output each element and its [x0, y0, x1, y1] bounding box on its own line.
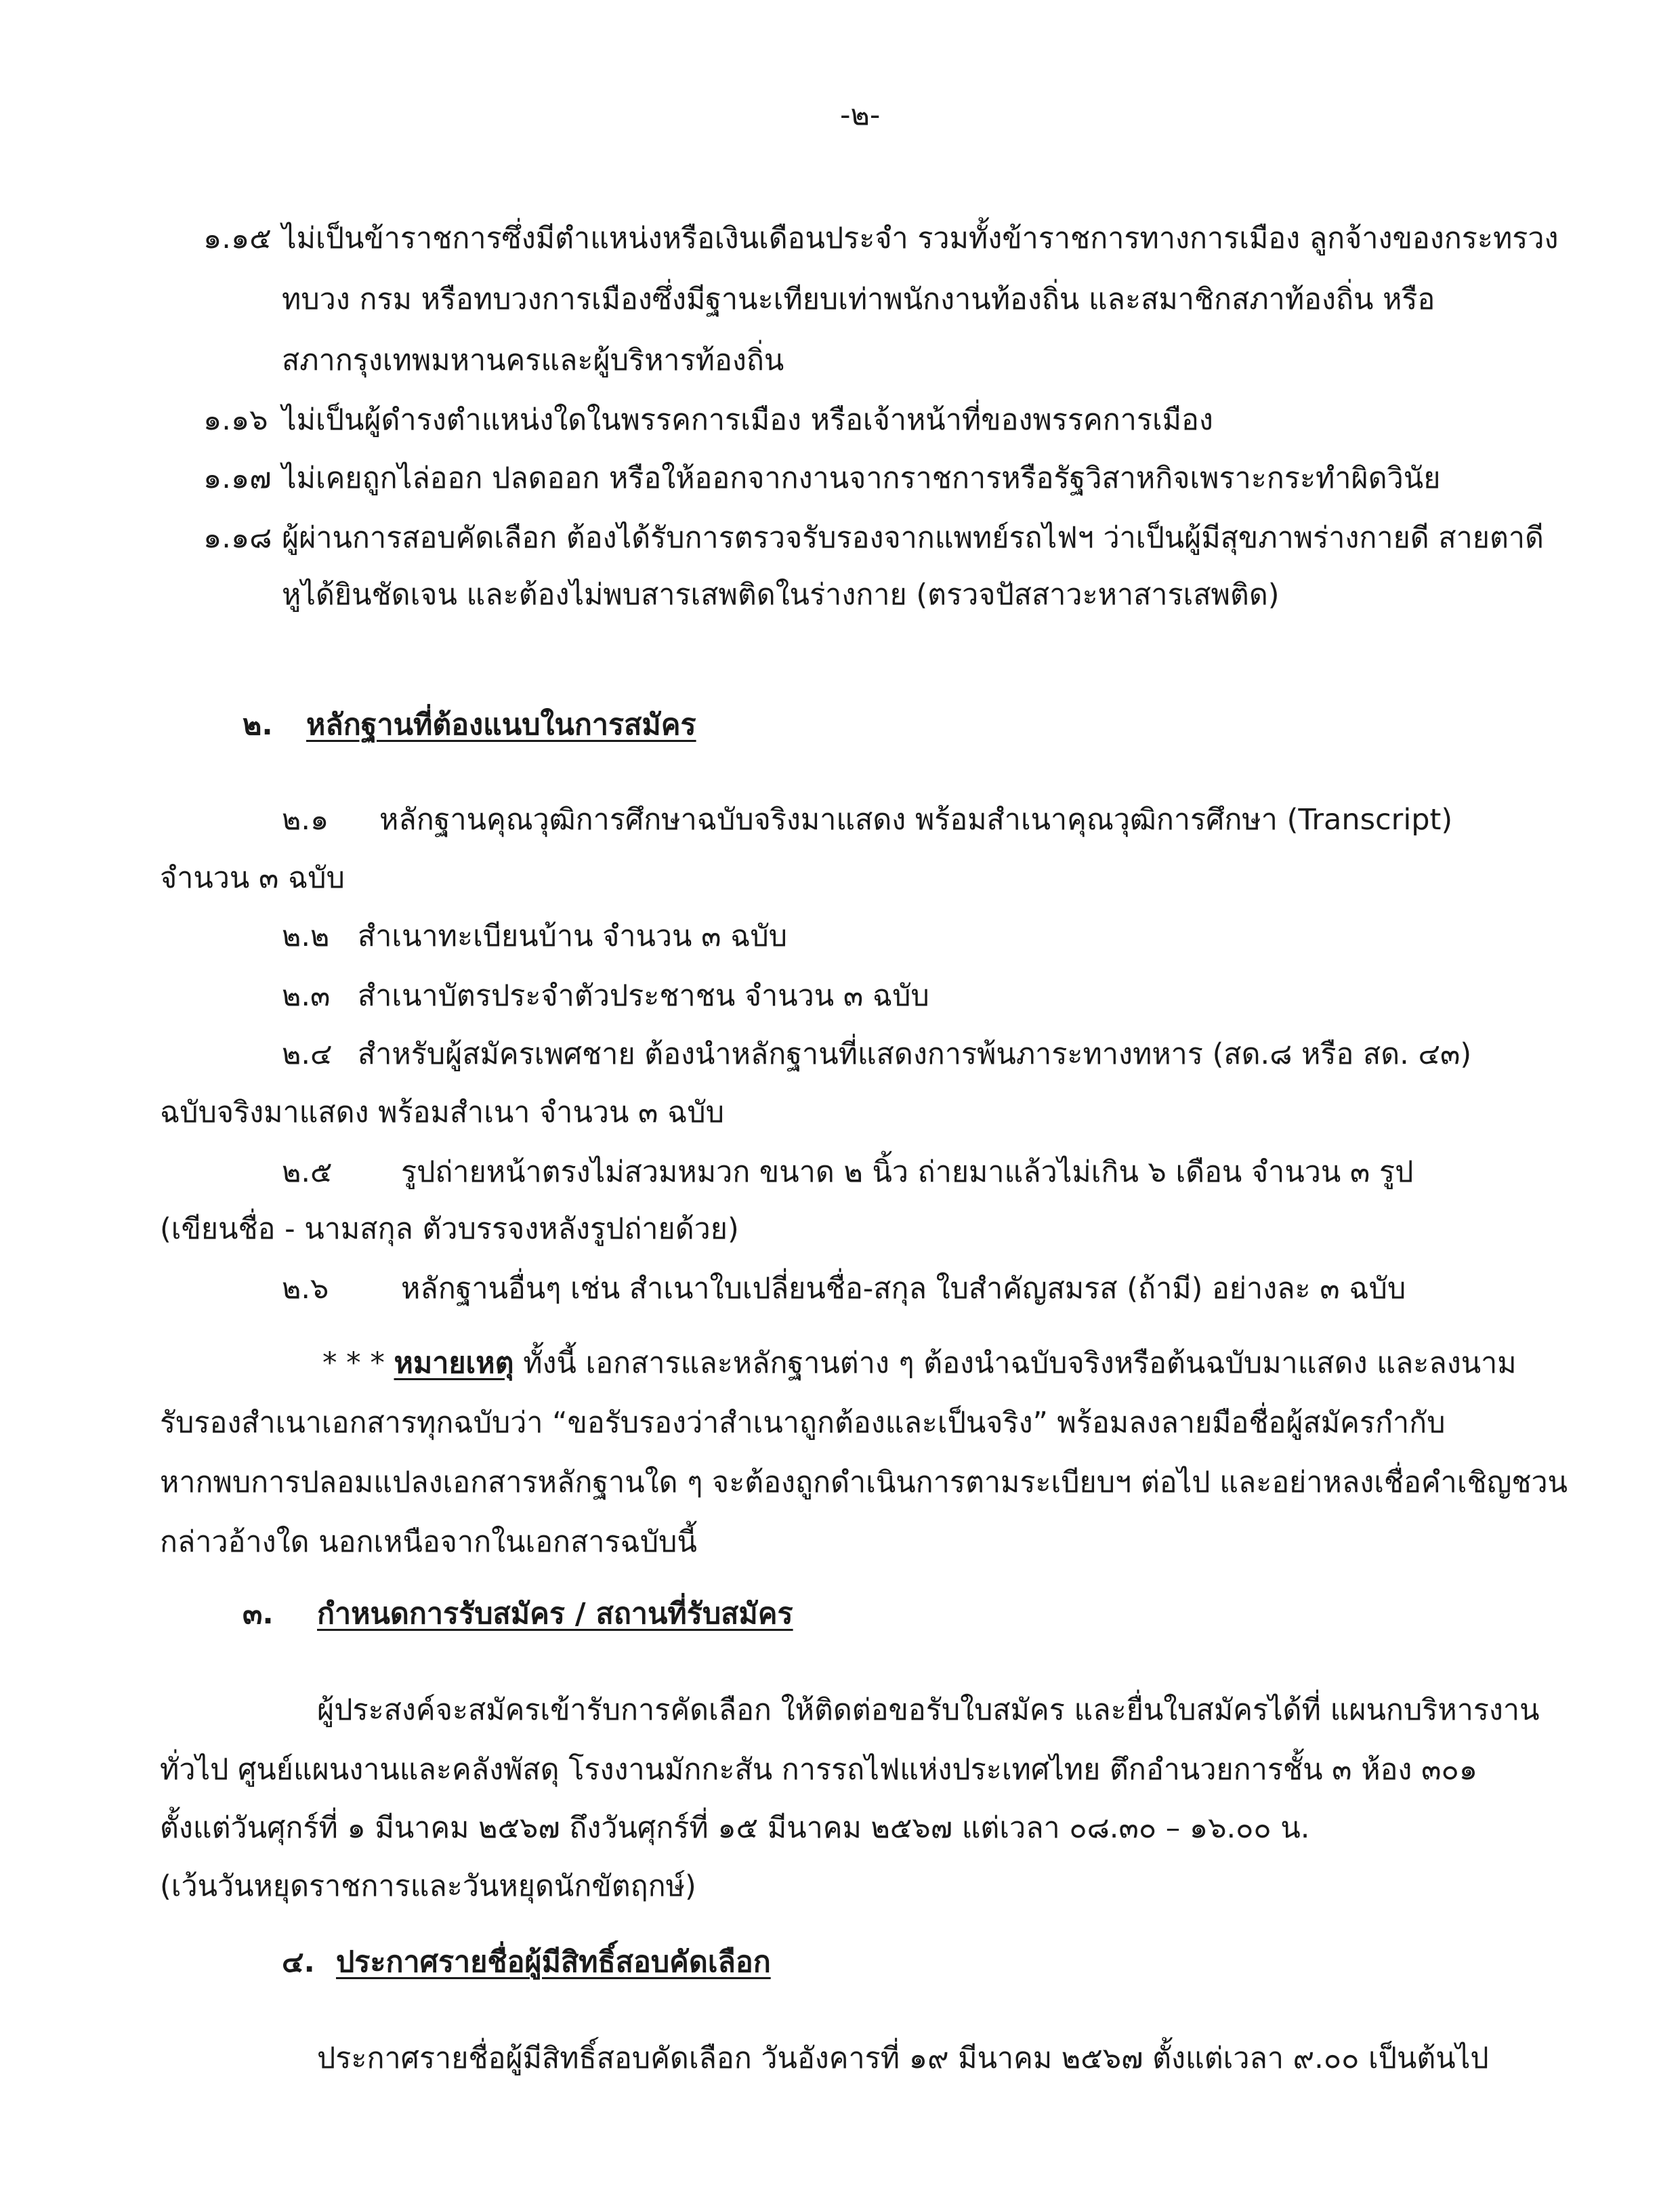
- item-1-16-text: ไม่เป็นผู้ดำรงตำแหน่งใดในพรรคการเมือง หรือเจ้าหน้าที่ของพรรคการเมือง: [282, 403, 1213, 437]
- section-4-heading: ประกาศรายชื่อผู้มีสิทธิ์สอบคัดเลือก: [336, 1945, 771, 1979]
- section-3-number: ๓.: [243, 1597, 274, 1631]
- item-1-16-number: ๑.๑๖: [203, 403, 268, 437]
- item-1-17-text: ไม่เคยถูกไล่ออก ปลดออก หรือให้ออกจากงานจากราชการหรือรัฐวิสาหกิจเพราะกระทำผิดวินัย: [282, 461, 1441, 495]
- section-2-number: ๒.: [243, 708, 273, 742]
- item-1-15-text: ไม่เป็นข้าราชการซึ่งมีตำแหน่งหรือเงินเดือนประจำ รวมทั้งข้าราชการทางการเมือง ลูกจ้างของกระทรวง: [282, 222, 1559, 255]
- item-1-15-text: สภากรุงเทพมหานครและผู้บริหารท้องถิ่น: [282, 344, 784, 377]
- item-2-2-number: ๒.๒: [282, 919, 330, 953]
- item-2-3-number: ๒.๓: [282, 979, 331, 1013]
- item-2-5-text: รูปถ่ายหน้าตรงไม่สวมหมวก ขนาด ๒ นิ้ว ถ่ายมาแล้วไม่เกิน ๖ เดือน จำนวน ๓ รูป: [401, 1155, 1414, 1189]
- section-4-line: ประกาศรายชื่อผู้มีสิทธิ์สอบคัดเลือก วันอังคารที่ ๑๙ มีนาคม ๒๕๖๗ ตั้งแต่เวลา ๙.๐๐ เป็นต้นไป: [317, 2041, 1489, 2075]
- note-label: หมายเหตุ: [394, 1346, 514, 1380]
- note-line-3: หากพบการปลอมแปลงเอกสารหลักฐานใด ๆ จะต้องถูกดำเนินการตามระเบียบฯ ต่อไป และอย่าหลงเชื่อคำเชิญชวน: [160, 1466, 1568, 1499]
- note-stars: * * *: [322, 1346, 385, 1380]
- item-1-18-text: หูได้ยินชัดเจน และต้องไม่พบสารเสพติดในร่างกาย (ตรวจปัสสาวะหาสารเสพติด): [282, 578, 1280, 612]
- item-2-3-text: สำเนาบัตรประจำตัวประชาชน จำนวน ๓ ฉบับ: [358, 979, 929, 1013]
- section-3-line-3: ตั้งแต่วันศุกร์ที่ ๑ มีนาคม ๒๕๖๗ ถึงวันศุกร์ที่ ๑๕ มีนาคม ๒๕๖๗ แต่เวลา ๐๘.๓๐ – ๑๖.๐๐ น.: [160, 1811, 1310, 1845]
- item-1-15-text: ทบวง กรม หรือทบวงการเมืองซึ่งมีฐานะเทียบเท่าพนักงานท้องถิ่น และสมาชิกสภาท้องถิ่น หรือ: [282, 283, 1435, 316]
- item-2-4-text: สำหรับผู้สมัครเพศชาย ต้องนำหลักฐานที่แสดงการพ้นภาระทางทหาร (สด.๘ หรือ สด. ๔๓): [358, 1037, 1472, 1071]
- item-1-17-number: ๑.๑๗: [203, 461, 272, 495]
- section-4-number: ๔.: [282, 1945, 315, 1979]
- item-2-4-number: ๒.๔: [282, 1037, 333, 1071]
- section-3-line-2: ทั่วไป ศูนย์แผนงานและคลังพัสดุ โรงงานมักกะสัน การรถไฟแห่งประเทศไทย ตึกอำนวยการชั้น ๓ ห้อง ๓๐๑: [160, 1753, 1478, 1787]
- item-2-4-continuation: ฉบับจริงมาแสดง พร้อมสำเนา จำนวน ๓ ฉบับ: [160, 1096, 724, 1129]
- note-line-1-text: ทั้งนี้ เอกสารและหลักฐานต่าง ๆ ต้องนำฉบับจริงหรือต้นฉบับมาแสดง และลงนาม: [523, 1346, 1517, 1380]
- item-2-1-continuation: จำนวน ๓ ฉบับ: [160, 861, 345, 895]
- item-2-6-text: หลักฐานอื่นๆ เช่น สำเนาใบเปลี่ยนชื่อ-สกุล ใบสำคัญสมรส (ถ้ามี) อย่างละ ๓ ฉบับ: [401, 1272, 1406, 1306]
- section-3-line-4: (เว้นวันหยุดราชการและวันหยุดนักขัตฤกษ์): [160, 1869, 696, 1903]
- note-line-1: [322, 1343, 1517, 1384]
- note-line-4: กล่าวอ้างใด นอกเหนือจากในเอกสารฉบับนี้: [160, 1525, 697, 1559]
- item-1-18-number: ๑.๑๘: [203, 521, 272, 555]
- section-2-heading: หลักฐานที่ต้องแนบในการสมัคร: [306, 708, 696, 742]
- item-2-2-text: สำเนาทะเบียนบ้าน จำนวน ๓ ฉบับ: [358, 919, 788, 953]
- item-2-5-continuation: (เขียนชื่อ - นามสกุล ตัวบรรจงหลังรูปถ่ายด้วย): [160, 1212, 739, 1246]
- item-1-15-number: ๑.๑๕: [203, 222, 272, 255]
- page-number: -๒-: [840, 98, 881, 132]
- item-1-18-text: ผู้ผ่านการสอบคัดเลือก ต้องได้รับการตรวจรับรองจากแพทย์รถไฟฯ ว่าเป็นผู้มีสุขภาพร่างกายดี สายตาดี: [282, 521, 1544, 555]
- item-2-1-text: หลักฐานคุณวุฒิการศึกษาฉบับจริงมาแสดง พร้อมสำเนาคุณวุฒิการศึกษา (Transcript): [379, 803, 1453, 837]
- section-3-heading: กำหนดการรับสมัคร / สถานที่รับสมัคร: [317, 1597, 793, 1631]
- note-line-2: รับรองสำเนาเอกสารทุกฉบับว่า “ขอรับรองว่าสำเนาถูกต้องและเป็นจริง” พร้อมลงลายมือชื่อผู้สมัครกำกับ: [160, 1406, 1446, 1440]
- item-2-5-number: ๒.๕: [282, 1155, 333, 1189]
- section-3-line-1: ผู้ประสงค์จะสมัครเข้ารับการคัดเลือก ให้ติดต่อขอรับใบสมัคร และยื่นใบสมัครได้ที่ แผนกบริหารงาน: [317, 1693, 1540, 1727]
- item-2-6-number: ๒.๖: [282, 1272, 329, 1306]
- item-2-1-number: ๒.๑: [282, 803, 329, 837]
